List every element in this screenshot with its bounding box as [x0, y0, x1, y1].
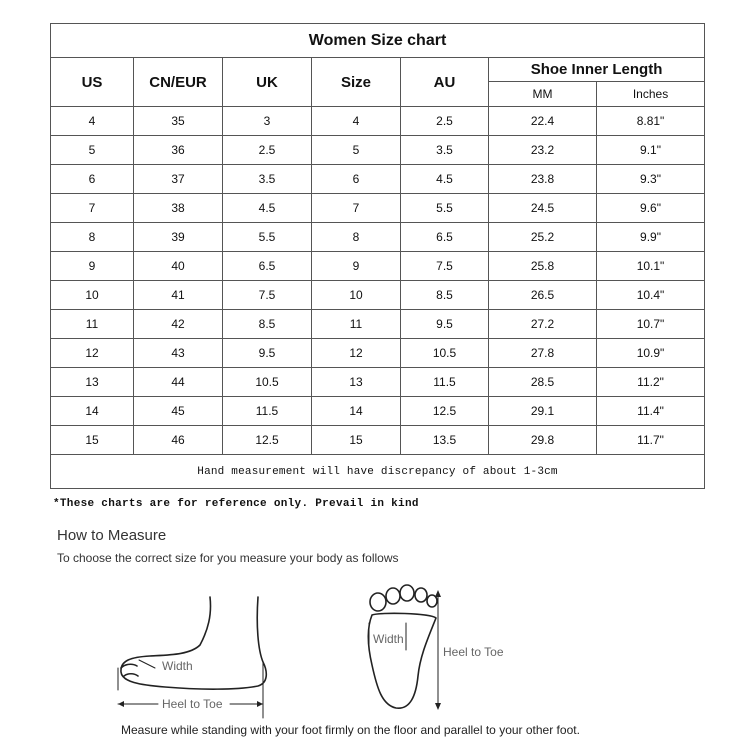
cell-size: 13 [312, 368, 401, 397]
sole-foot-icon [368, 585, 441, 710]
cell-uk: 4.5 [223, 194, 312, 223]
sole-heel-label: Heel to Toe [443, 645, 504, 659]
cell-size: 11 [312, 310, 401, 339]
reference-disclaimer: *These charts are for reference only. Prevail in kind [53, 498, 419, 510]
cell-us: 14 [51, 397, 134, 426]
cell-us: 12 [51, 339, 134, 368]
cell-cn-eur: 35 [134, 107, 223, 136]
cell-uk: 9.5 [223, 339, 312, 368]
measurement-note: Hand measurement will have discrepancy of about 1-3cm [51, 455, 705, 489]
cell-mm: 22.4 [489, 107, 597, 136]
cell-size: 9 [312, 252, 401, 281]
cell-uk: 10.5 [223, 368, 312, 397]
header-mm: MM [489, 82, 597, 107]
cell-size: 12 [312, 339, 401, 368]
cell-cn-eur: 42 [134, 310, 223, 339]
cell-us: 7 [51, 194, 134, 223]
cell-mm: 25.8 [489, 252, 597, 281]
cell-us: 10 [51, 281, 134, 310]
header-uk: UK [223, 58, 312, 107]
cell-size: 14 [312, 397, 401, 426]
cell-au: 6.5 [401, 223, 489, 252]
cell-cn-eur: 40 [134, 252, 223, 281]
cell-inches: 10.4" [597, 281, 705, 310]
cell-us: 5 [51, 136, 134, 165]
cell-cn-eur: 37 [134, 165, 223, 194]
how-to-measure-title: How to Measure [57, 527, 167, 544]
cell-inches: 8.81" [597, 107, 705, 136]
cell-mm: 28.5 [489, 368, 597, 397]
cell-cn-eur: 45 [134, 397, 223, 426]
cell-us: 11 [51, 310, 134, 339]
cell-mm: 24.5 [489, 194, 597, 223]
cell-inches: 9.9" [597, 223, 705, 252]
cell-uk: 6.5 [223, 252, 312, 281]
side-width-label: Width [162, 659, 193, 673]
cell-au: 8.5 [401, 281, 489, 310]
cell-us: 8 [51, 223, 134, 252]
cell-mm: 26.5 [489, 281, 597, 310]
cell-au: 13.5 [401, 426, 489, 455]
cell-cn-eur: 44 [134, 368, 223, 397]
cell-mm: 23.2 [489, 136, 597, 165]
cell-mm: 29.1 [489, 397, 597, 426]
cell-inches: 9.1" [597, 136, 705, 165]
cell-au: 3.5 [401, 136, 489, 165]
cell-mm: 27.8 [489, 339, 597, 368]
cell-mm: 25.2 [489, 223, 597, 252]
cell-inches: 11.4" [597, 397, 705, 426]
how-to-measure-subtitle: To choose the correct size for you measure your body as follows [57, 551, 399, 565]
cell-inches: 10.1" [597, 252, 705, 281]
cell-uk: 7.5 [223, 281, 312, 310]
cell-au: 9.5 [401, 310, 489, 339]
header-shoe-inner-length: Shoe Inner Length [489, 58, 705, 82]
cell-au: 11.5 [401, 368, 489, 397]
cell-uk: 2.5 [223, 136, 312, 165]
side-heel-label: Heel to Toe [162, 697, 223, 711]
cell-cn-eur: 36 [134, 136, 223, 165]
cell-cn-eur: 43 [134, 339, 223, 368]
cell-us: 4 [51, 107, 134, 136]
header-size: Size [312, 58, 401, 107]
cell-uk: 5.5 [223, 223, 312, 252]
cell-size: 15 [312, 426, 401, 455]
cell-au: 5.5 [401, 194, 489, 223]
cell-au: 7.5 [401, 252, 489, 281]
header-inches: Inches [597, 82, 705, 107]
measure-instruction: Measure while standing with your foot firmly on the floor and parallel to your other foot. [121, 723, 580, 737]
cell-cn-eur: 46 [134, 426, 223, 455]
cell-cn-eur: 41 [134, 281, 223, 310]
cell-inches: 11.2" [597, 368, 705, 397]
cell-inches: 9.3" [597, 165, 705, 194]
cell-au: 4.5 [401, 165, 489, 194]
cell-size: 8 [312, 223, 401, 252]
cell-size: 10 [312, 281, 401, 310]
cell-us: 13 [51, 368, 134, 397]
cell-size: 5 [312, 136, 401, 165]
table-title: Women Size chart [51, 24, 705, 58]
cell-cn-eur: 39 [134, 223, 223, 252]
cell-mm: 27.2 [489, 310, 597, 339]
cell-inches: 11.7" [597, 426, 705, 455]
cell-uk: 3.5 [223, 165, 312, 194]
cell-uk: 8.5 [223, 310, 312, 339]
cell-au: 10.5 [401, 339, 489, 368]
cell-us: 9 [51, 252, 134, 281]
cell-inches: 10.7" [597, 310, 705, 339]
cell-au: 2.5 [401, 107, 489, 136]
cell-inches: 9.6" [597, 194, 705, 223]
cell-size: 6 [312, 165, 401, 194]
cell-us: 6 [51, 165, 134, 194]
cell-au: 12.5 [401, 397, 489, 426]
cell-us: 15 [51, 426, 134, 455]
header-cn-eur: CN/EUR [134, 58, 223, 107]
cell-uk: 11.5 [223, 397, 312, 426]
cell-cn-eur: 38 [134, 194, 223, 223]
cell-size: 4 [312, 107, 401, 136]
cell-uk: 12.5 [223, 426, 312, 455]
cell-inches: 10.9" [597, 339, 705, 368]
cell-uk: 3 [223, 107, 312, 136]
cell-size: 7 [312, 194, 401, 223]
cell-mm: 23.8 [489, 165, 597, 194]
header-au: AU [401, 58, 489, 107]
sole-width-label: Width [373, 632, 404, 646]
cell-mm: 29.8 [489, 426, 597, 455]
header-us: US [51, 58, 134, 107]
